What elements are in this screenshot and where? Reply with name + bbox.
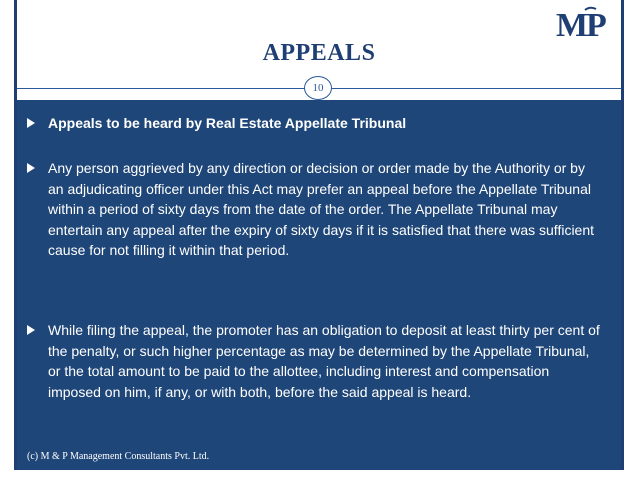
arrow-bullet-icon — [27, 163, 35, 173]
footer-bar — [17, 442, 621, 470]
footer-copyright: (c) M & P Management Consultants Pvt. Ltd. — [27, 451, 210, 462]
svg-text:P: P — [586, 7, 607, 42]
bullet-text: While filing the appeal, the promoter has an obligation to deposit at least thirty per cent of the penalty, or such higher percentage as may be determined by the Appellate Tribunal, or the total amount to be paid to the allottee, including interest and compensation imposed on him, if any, or with both, before the said appeal is heard. — [48, 322, 600, 400]
arrow-bullet-icon — [27, 118, 35, 128]
slide-number-badge: 10 — [304, 76, 332, 100]
bullet-text: Any person aggrieved by any direction or decision or order made by the Authority or by an adjudicating officer under this Act may prefer an appeal before the Appellate Tribunal within a period of sixty days from the date of the order. The Appellate Tribunal may entertain any appeal after the expiry of sixty days if it is satisfied that there was sufficient cause for not filling it within that period. — [48, 160, 595, 258]
mp-logo-icon — [552, 6, 614, 42]
arrow-bullet-icon — [27, 325, 35, 335]
bottom-margin — [0, 470, 638, 479]
bullet-text: Appeals to be heard by Real Estate Appellate Tribunal — [48, 115, 407, 131]
slide-title: APPEALS — [262, 40, 376, 66]
content-panel — [17, 100, 621, 442]
frame-right-border — [621, 0, 624, 479]
svg-text:M: M — [556, 7, 589, 42]
